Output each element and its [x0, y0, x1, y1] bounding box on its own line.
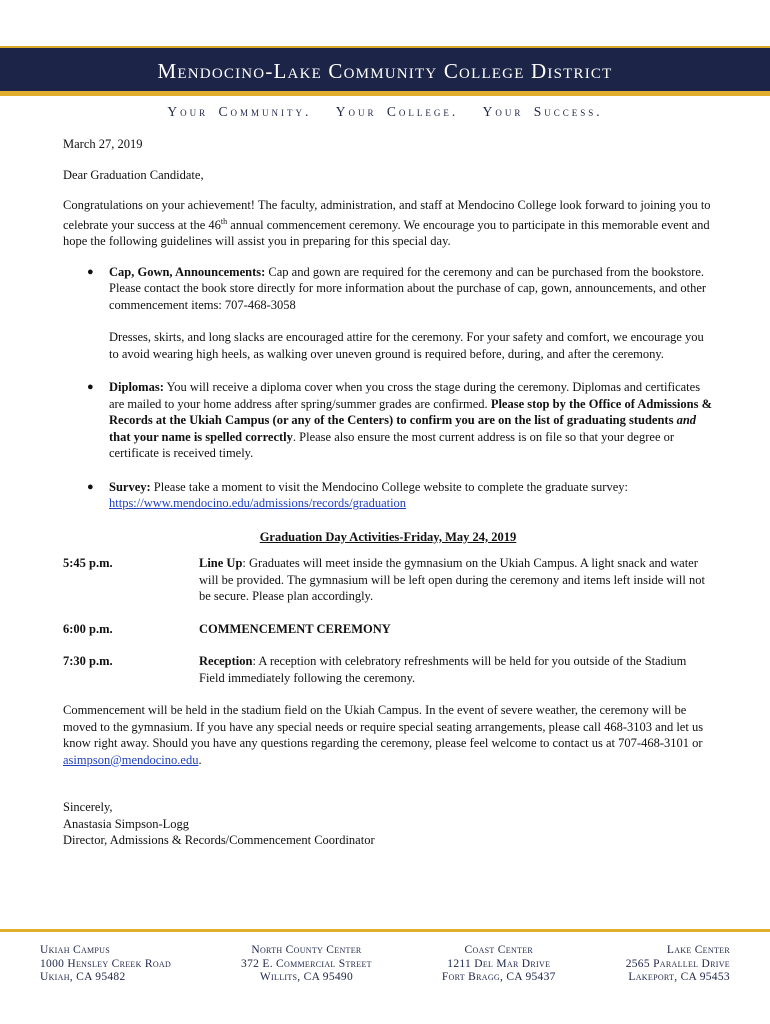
schedule-table — [63, 555, 713, 686]
footer-coast-center — [442, 944, 556, 985]
tagline — [0, 104, 770, 120]
footer-ukiah-campus — [40, 944, 171, 985]
diplomas-paragraph — [109, 379, 713, 462]
diplomas-bold-1: Please stop by the Office of Admissions & Records at the Ukiah Campus (or any of the Centers) to confirm you are on the list of graduating students — [109, 396, 712, 428]
diplomas-text: You will receive a diploma cover when you cross the stage during the ceremony. Diplomas and certificates are mailed to your home address after spring/summer grades are confirmed. — [109, 380, 701, 411]
intro-paragraph — [63, 197, 713, 250]
footer-north-county-center — [241, 944, 372, 985]
closing-text: Commencement will be held in the stadium field on the Ukiah Campus. In the event of severe weather, the ceremony will be moved to the gymnasium. If you have any special needs or require special seating arrangements, please call 468-3103 and let us know right away. Should you have any questions regarding the ceremony, please feel welcome to contact us at 707-468-3101 or — [63, 703, 704, 751]
cap-gown-label: Cap, Gown, Announcements: — [109, 264, 266, 279]
intro-text-2: annual commencement ceremony. We encourage you to participate in this memorable event and hope the following guidelines will assist you in preparing for this special day. — [63, 217, 710, 249]
location-name: North County Center — [251, 944, 362, 956]
bullet-icon: ● — [87, 265, 94, 278]
schedule-label: COMMENCEMENT CEREMONY — [199, 621, 391, 636]
signer-name: Anastasia Simpson-Logg — [63, 816, 190, 831]
diplomas-text-end: . Please also ensure the most current address is on file so that your degree or certificate is received timely. — [109, 429, 675, 461]
list-item-survey — [63, 479, 713, 512]
closing-paragraph — [63, 702, 713, 768]
location-name: Coast Center — [464, 944, 534, 956]
guidelines-list — [63, 264, 713, 512]
footer-lake-center — [626, 944, 730, 985]
cap-gown-paragraph — [109, 264, 713, 314]
diplomas-bold-2: that your name is spelled correctly — [109, 429, 293, 444]
location-city: Lakeport, CA 95453 — [628, 971, 730, 983]
survey-text: Please take a moment to visit the Mendocino College website to complete the graduate survey: — [150, 479, 628, 494]
attire-paragraph: Dresses, skirts, and long slacks are encouraged attire for the ceremony. For your safety and comfort, we encourage you to avoid wearing high heels, as walking over uneven ground is required before, during, and after the ceremony. — [109, 330, 704, 361]
tagline-community: Your Community. — [167, 104, 312, 119]
schedule-description — [199, 555, 713, 605]
location-city: Fort Bragg, CA 95437 — [441, 971, 556, 983]
schedule-heading: Graduation Day Activities-Friday, May 24, 2019 — [259, 529, 517, 544]
diplomas-label: Diplomas: — [109, 380, 164, 395]
tagline-success: Your Success. — [482, 104, 603, 119]
location-street: 1000 Hensley Creek Road — [40, 957, 172, 970]
survey-label: Survey: — [109, 479, 151, 494]
diplomas-bold-italic: and — [676, 413, 697, 428]
schedule-description — [199, 621, 713, 638]
schedule-description — [199, 653, 713, 686]
location-city: Willits, CA 95490 — [259, 971, 354, 983]
survey-link[interactable]: https://www.mendocino.edu/admissions/records/graduation — [109, 496, 407, 511]
list-item-diplomas — [63, 379, 713, 462]
schedule-text: : A reception with celebratory refreshments will be held for you outside of the Stadium Field immediately following the ceremony. — [199, 654, 687, 685]
location-name: Ukiah Campus — [40, 944, 111, 956]
schedule-time: 6:00 p.m. — [63, 621, 113, 636]
schedule-label: Line Up — [199, 556, 243, 571]
footer-locations — [40, 944, 730, 985]
survey-paragraph — [109, 479, 713, 512]
location-name: Lake Center — [666, 944, 730, 956]
district-title: Mendocino-Lake Community College District — [157, 59, 613, 83]
intro-superscript: th — [220, 216, 228, 226]
cap-gown-text: Cap and gown are required for the ceremony and can be purchased from the bookstore. Please contact the book store directly for more information about the purchase of cap, gown, announcements, and other commencement items: 707-468-3058 — [109, 264, 707, 312]
sign-off: Sincerely, — [63, 800, 113, 815]
bullet-icon: ● — [87, 381, 94, 394]
footer-divider — [0, 929, 770, 932]
location-street: 1211 Del Mar Drive — [447, 957, 551, 970]
intro-text-1: Congratulations on your achievement! The faculty, administration, and staff at Mendocino College look forward to joining you to celebrate your success at the 46 — [63, 198, 711, 232]
header-banner — [0, 46, 770, 96]
schedule-time: 5:45 p.m. — [63, 556, 113, 571]
schedule-time: 7:30 p.m. — [63, 654, 113, 669]
schedule-row — [63, 653, 713, 686]
location-street: 372 E. Commercial Street — [241, 957, 372, 970]
schedule-row — [63, 621, 713, 638]
schedule-label: Reception — [199, 654, 253, 669]
schedule-text: : Graduates will meet inside the gymnasium on the Ukiah Campus. A light snack and water will be provided. The gymnasium will be left open during the ceremony and items left inside will not be secure. Please plan accordingly. — [199, 556, 705, 604]
location-street: 2565 Parallel Drive — [625, 957, 730, 970]
letter-body — [63, 136, 713, 849]
tagline-college: Your College. — [335, 104, 459, 119]
contact-email-link[interactable]: asimpson@mendocino.edu — [63, 752, 199, 767]
letter-date: March 27, 2019 — [63, 137, 143, 151]
signer-title: Director, Admissions & Records/Commencement Coordinator — [63, 833, 375, 848]
location-city: Ukiah, CA 95482 — [40, 971, 126, 983]
closing-end: . — [198, 752, 202, 767]
bullet-icon: ● — [87, 480, 94, 493]
salutation: Dear Graduation Candidate, — [63, 167, 204, 182]
schedule-row — [63, 555, 713, 605]
list-item-cap-gown — [63, 264, 713, 363]
